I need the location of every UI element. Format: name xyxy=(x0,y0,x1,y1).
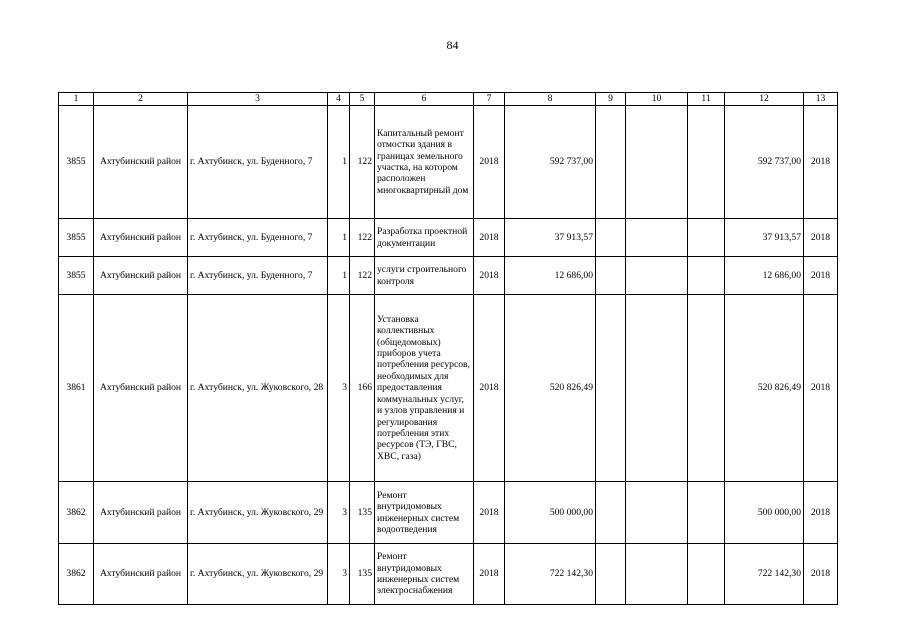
cell-year-end: 2018 xyxy=(804,544,838,605)
cell-col10 xyxy=(626,257,688,295)
page-number: 84 xyxy=(446,38,459,52)
cell-district: Ахтубинский район xyxy=(94,106,188,219)
cell-col5: 122 xyxy=(350,257,375,295)
cell-year-end: 2018 xyxy=(804,106,838,219)
cell-amount: 520 826,49 xyxy=(505,295,596,482)
column-header: 3 xyxy=(188,93,328,106)
cell-col9 xyxy=(596,295,626,482)
cell-work-description: Капитальный ремонт отмостки здания в границах земельного участка, на котором расположен многоквартирный дом xyxy=(375,106,474,219)
cell-amount-total: 592 737,00 xyxy=(725,106,804,219)
cell-work-description: Ремонт внутридомовых инженерных систем водоотведения xyxy=(375,482,474,544)
column-header: 5 xyxy=(350,93,375,106)
cell-col9 xyxy=(596,106,626,219)
cell-col9 xyxy=(596,482,626,544)
cell-amount-total: 500 000,00 xyxy=(725,482,804,544)
table-row xyxy=(59,106,838,219)
column-header: 12 xyxy=(725,93,804,106)
cell-col4: 3 xyxy=(328,482,350,544)
cell-year-end: 2018 xyxy=(804,295,838,482)
cell-amount: 12 686,00 xyxy=(505,257,596,295)
cell-col9 xyxy=(596,257,626,295)
header-row xyxy=(59,93,838,106)
cell-col4: 1 xyxy=(328,106,350,219)
cell-amount: 37 913,57 xyxy=(505,219,596,257)
cell-amount: 500 000,00 xyxy=(505,482,596,544)
cell-year: 2018 xyxy=(474,219,505,257)
table-row xyxy=(59,544,838,605)
column-header: 6 xyxy=(375,93,474,106)
cell-col5: 135 xyxy=(350,482,375,544)
table-row xyxy=(59,219,838,257)
column-header: 7 xyxy=(474,93,505,106)
cell-id: 3855 xyxy=(59,106,94,219)
cell-address: г. Ахтубинск, ул. Жуковского, 28 xyxy=(188,295,328,482)
cell-col4: 1 xyxy=(328,219,350,257)
cell-col10 xyxy=(626,544,688,605)
cell-address: г. Ахтубинск, ул. Буденного, 7 xyxy=(188,106,328,219)
cell-amount-total: 520 826,49 xyxy=(725,295,804,482)
cell-address: г. Ахтубинск, ул. Жуковского, 29 xyxy=(188,544,328,605)
cell-year-end: 2018 xyxy=(804,482,838,544)
cell-id: 3861 xyxy=(59,295,94,482)
column-header: 11 xyxy=(688,93,725,106)
cell-id: 3862 xyxy=(59,482,94,544)
cell-amount-total: 37 913,57 xyxy=(725,219,804,257)
cell-work-description: Разработка проектной документации xyxy=(375,219,474,257)
cell-col10 xyxy=(626,482,688,544)
cell-col4: 3 xyxy=(328,295,350,482)
column-header: 4 xyxy=(328,93,350,106)
cell-col11 xyxy=(688,295,725,482)
cell-col5: 122 xyxy=(350,219,375,257)
column-header: 8 xyxy=(505,93,596,106)
column-header: 9 xyxy=(596,93,626,106)
table-row xyxy=(59,295,838,482)
table-row xyxy=(59,257,838,295)
column-header: 13 xyxy=(804,93,838,106)
cell-year: 2018 xyxy=(474,106,505,219)
cell-id: 3855 xyxy=(59,257,94,295)
cell-address: г. Ахтубинск, ул. Жуковского, 29 xyxy=(188,482,328,544)
cell-col5: 166 xyxy=(350,295,375,482)
cell-col11 xyxy=(688,257,725,295)
cell-district: Ахтубинский район xyxy=(94,295,188,482)
cell-id: 3855 xyxy=(59,219,94,257)
cell-amount: 722 142,30 xyxy=(505,544,596,605)
cell-year-end: 2018 xyxy=(804,219,838,257)
cell-col11 xyxy=(688,544,725,605)
cell-work-description: Ремонт внутридомовых инженерных систем электроснабжения xyxy=(375,544,474,605)
cell-year: 2018 xyxy=(474,544,505,605)
cell-district: Ахтубинский район xyxy=(94,482,188,544)
cell-col10 xyxy=(626,219,688,257)
cell-year: 2018 xyxy=(474,295,505,482)
cell-district: Ахтубинский район xyxy=(94,257,188,295)
cell-amount: 592 737,00 xyxy=(505,106,596,219)
cell-col4: 1 xyxy=(328,257,350,295)
cell-work-description: Установка коллективных (общедомовых) приборов учета потребления ресурсов, необходимых для предоставления коммунальных услуг, и узлов управления и регулирования потребления этих ресурсов (ТЭ, ГВС, ХВС, газа) xyxy=(375,295,474,482)
data-table xyxy=(58,92,838,605)
cell-id: 3862 xyxy=(59,544,94,605)
cell-amount-total: 12 686,00 xyxy=(725,257,804,295)
column-header: 1 xyxy=(59,93,94,106)
cell-col5: 135 xyxy=(350,544,375,605)
cell-year-end: 2018 xyxy=(804,257,838,295)
cell-work-description: услуги строительного контроля xyxy=(375,257,474,295)
table-row xyxy=(59,482,838,544)
cell-address: г. Ахтубинск, ул. Буденного, 7 xyxy=(188,257,328,295)
cell-year: 2018 xyxy=(474,482,505,544)
cell-district: Ахтубинский район xyxy=(94,219,188,257)
cell-amount-total: 722 142,30 xyxy=(725,544,804,605)
cell-col10 xyxy=(626,295,688,482)
cell-col11 xyxy=(688,106,725,219)
cell-district: Ахтубинский район xyxy=(94,544,188,605)
cell-col9 xyxy=(596,219,626,257)
cell-col9 xyxy=(596,544,626,605)
cell-col4: 3 xyxy=(328,544,350,605)
cell-col5: 122 xyxy=(350,106,375,219)
cell-col11 xyxy=(688,219,725,257)
column-header: 10 xyxy=(626,93,688,106)
cell-col10 xyxy=(626,106,688,219)
cell-col11 xyxy=(688,482,725,544)
cell-address: г. Ахтубинск, ул. Буденного, 7 xyxy=(188,219,328,257)
column-header: 2 xyxy=(94,93,188,106)
cell-year: 2018 xyxy=(474,257,505,295)
